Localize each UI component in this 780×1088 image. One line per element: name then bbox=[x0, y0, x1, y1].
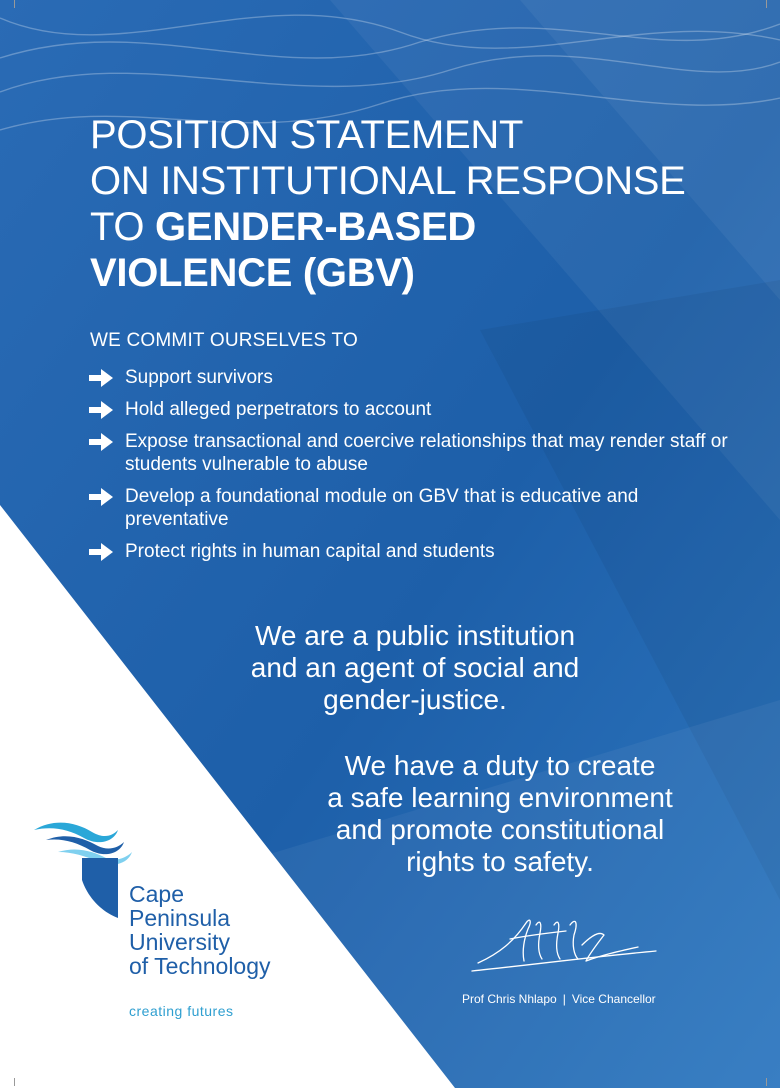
commitment-text: Support survivors bbox=[125, 367, 273, 388]
poster-title bbox=[90, 112, 750, 296]
crop-mark bbox=[14, 0, 15, 8]
commitments-heading: WE COMMIT OURSELVES TO bbox=[90, 330, 358, 351]
title-line-bold: VIOLENCE (GBV) bbox=[90, 251, 415, 295]
statement-line: and an agent of social and bbox=[250, 652, 580, 683]
signatory-separator: | bbox=[562, 992, 566, 1006]
crop-mark bbox=[766, 0, 767, 8]
arrow-right-icon bbox=[88, 367, 114, 389]
statement-line: We are a public institution bbox=[254, 620, 576, 651]
commitments-list bbox=[88, 366, 728, 572]
statement-line: We have a duty to create bbox=[344, 750, 656, 781]
statement-line: gender-justice. bbox=[323, 684, 507, 715]
commitment-item bbox=[88, 398, 728, 421]
signatory bbox=[462, 992, 656, 1006]
title-line bbox=[90, 204, 750, 250]
title-line: ON INSTITUTIONAL RESPONSE bbox=[90, 159, 686, 203]
title-line: POSITION STATEMENT bbox=[90, 113, 524, 157]
logo-tagline: creating futures bbox=[129, 1003, 234, 1019]
institution-statement bbox=[200, 620, 630, 716]
title-line-regular: TO bbox=[90, 205, 156, 249]
commitment-text: Expose transactional and coercive relationships that may render staff or students vulnerable to abuse bbox=[125, 431, 728, 475]
duty-statement bbox=[270, 750, 730, 878]
arrow-right-icon bbox=[88, 486, 114, 508]
signatory-name: Prof Chris Nhlapo bbox=[462, 992, 557, 1006]
logo-line: Peninsula bbox=[129, 905, 231, 931]
statement-line: a safe learning environment bbox=[327, 782, 673, 813]
commitment-item bbox=[88, 540, 728, 563]
logo-line: Cape bbox=[129, 881, 184, 907]
arrow-right-icon bbox=[88, 431, 114, 453]
commitment-item bbox=[88, 485, 728, 531]
commitment-item bbox=[88, 430, 728, 476]
logo-line: University bbox=[129, 929, 230, 955]
signature-icon bbox=[470, 905, 660, 975]
statement-line: and promote constitutional bbox=[335, 814, 665, 845]
commitment-item bbox=[88, 366, 728, 389]
crop-mark bbox=[766, 1078, 767, 1086]
cput-wave-shield-icon bbox=[32, 818, 142, 923]
title-line-bold: GENDER-BASED bbox=[155, 205, 476, 249]
statement-line: rights to safety. bbox=[406, 846, 594, 877]
arrow-right-icon bbox=[88, 399, 114, 421]
commitment-text: Hold alleged perpetrators to account bbox=[125, 399, 432, 420]
cput-logo-text bbox=[129, 882, 271, 978]
logo-line: of Technology bbox=[129, 953, 271, 979]
commitment-text: Protect rights in human capital and students bbox=[125, 541, 495, 562]
signatory-role: Vice Chancellor bbox=[571, 992, 656, 1006]
commitment-text: Develop a foundational module on GBV that is educative and preventative bbox=[125, 486, 639, 530]
arrow-right-icon bbox=[88, 541, 114, 563]
crop-mark bbox=[14, 1078, 15, 1086]
